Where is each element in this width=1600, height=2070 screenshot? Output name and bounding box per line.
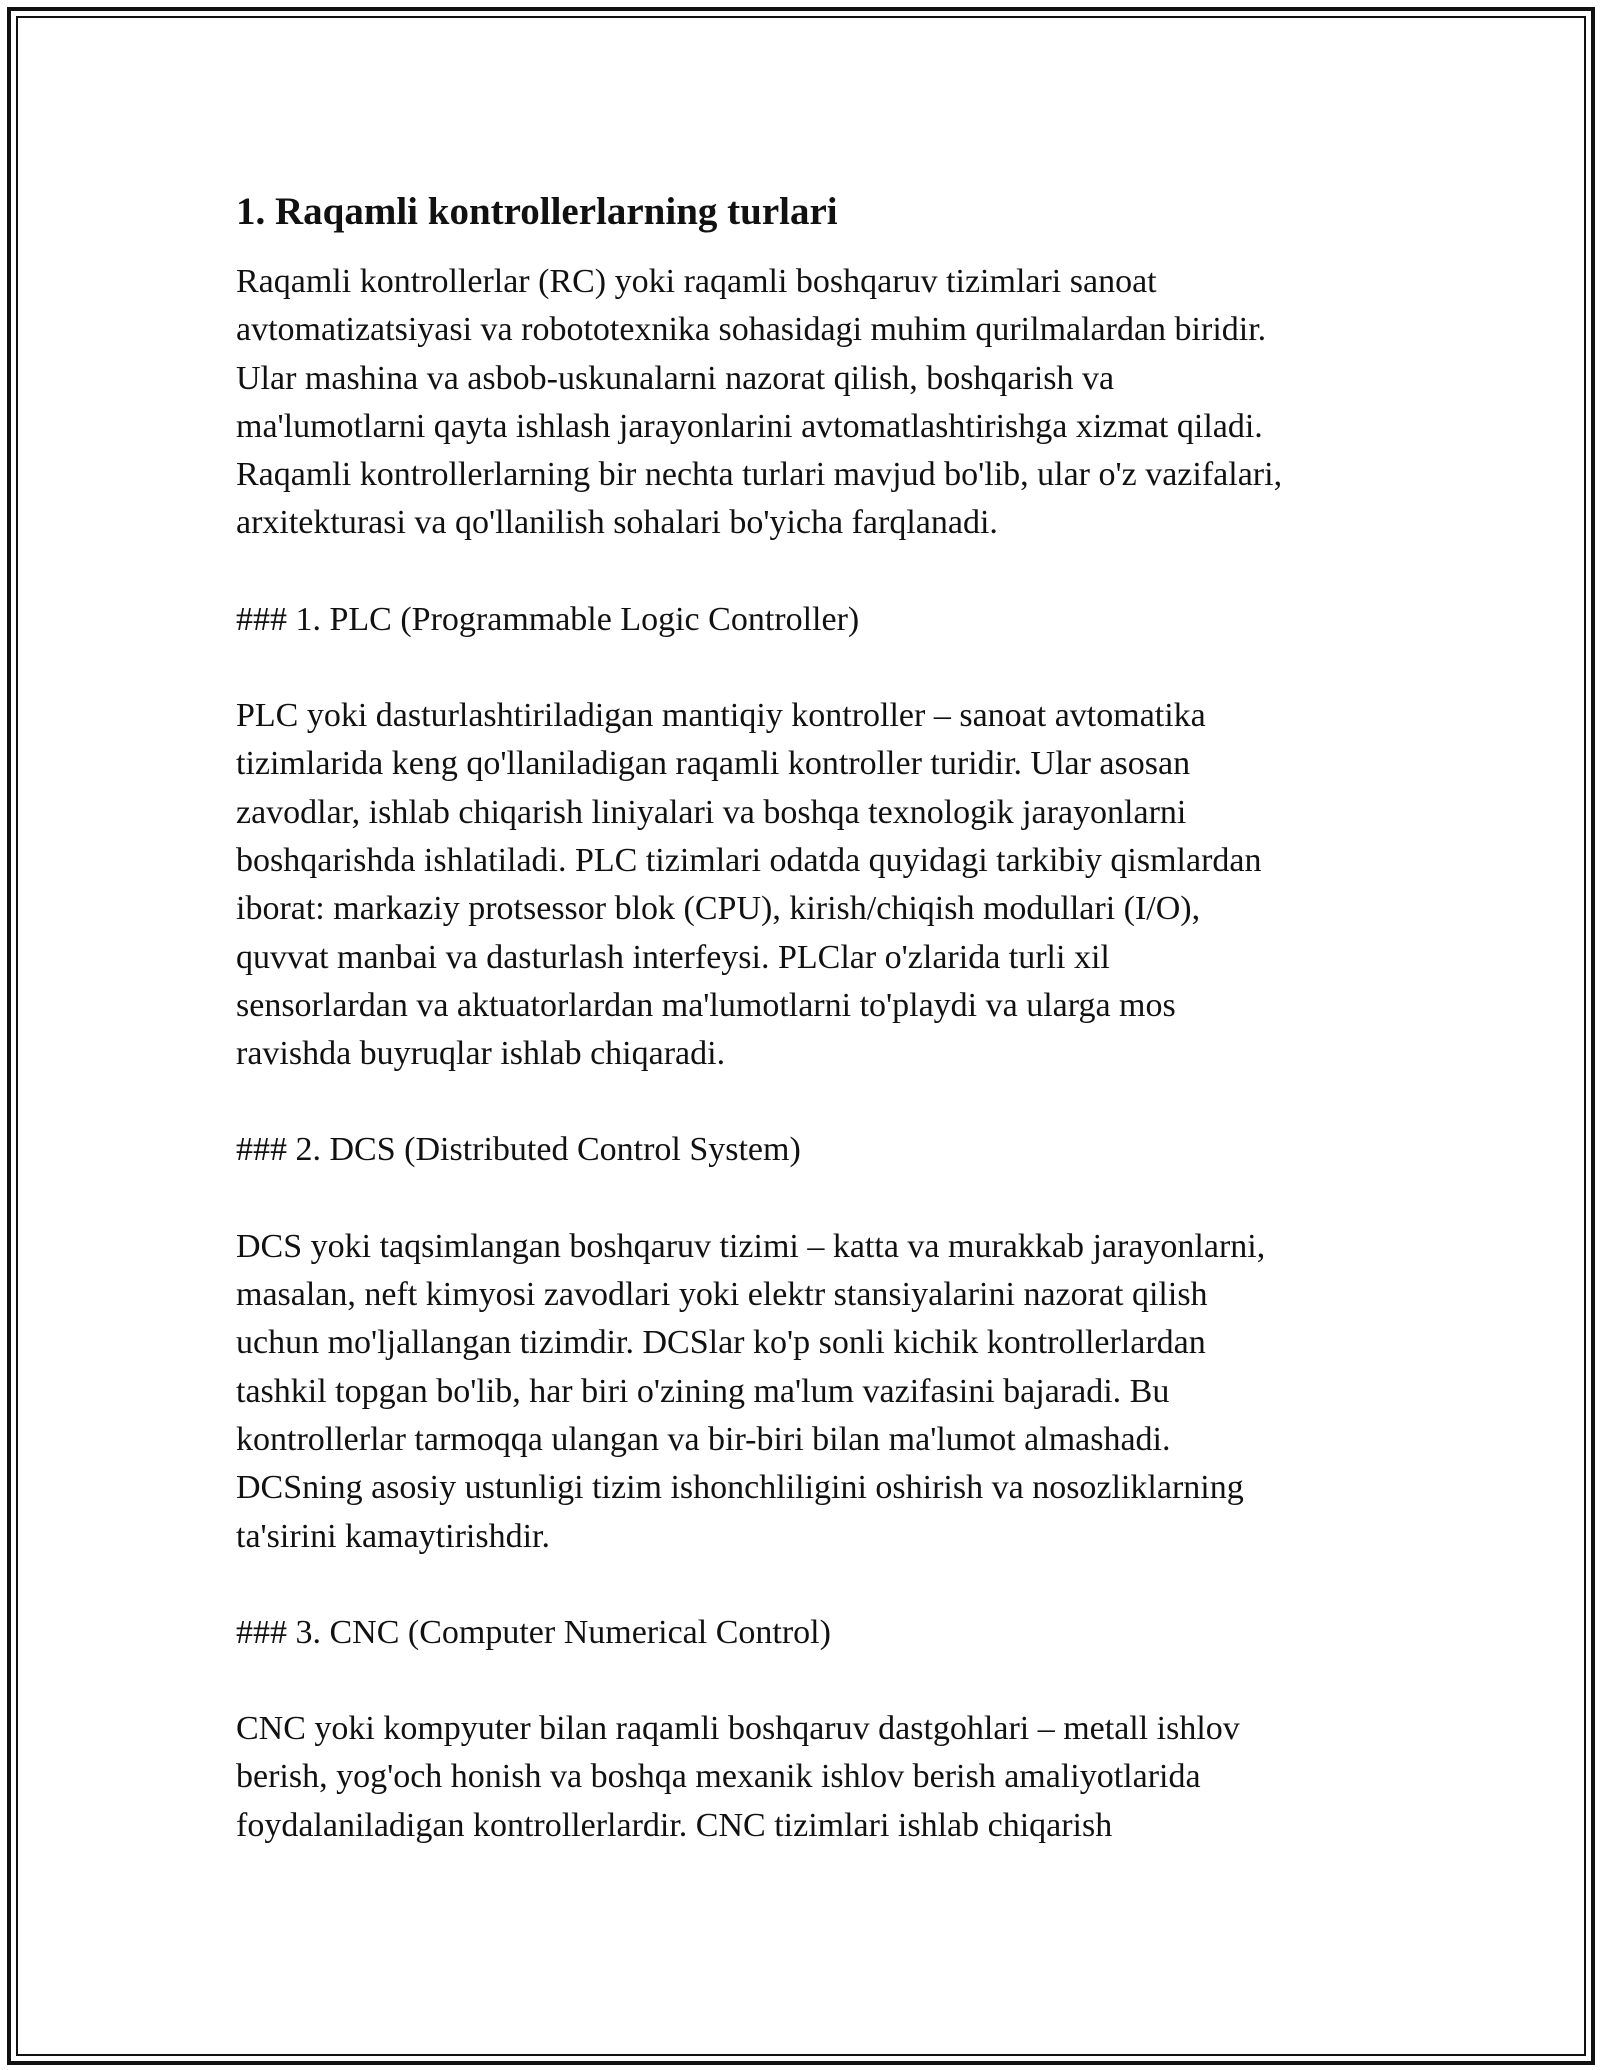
paragraph-line: Ular mashina va asbob-uskunalarni nazorat qilish, boshqarish va — [236, 359, 1115, 397]
paragraph-line: ma'lumotlarni qayta ishlash jarayonlarini avtomatlashtirishga xizmat qiladi. — [236, 407, 1263, 445]
paragraph-line: ravishda buyruqlar ishlab chiqaradi. — [236, 1035, 726, 1073]
paragraph-line: CNC yoki kompyuter bilan raqamli boshqaruv dastgohlari – metall ishlov — [236, 1710, 1240, 1748]
section-heading-plc: ### 1. PLC (Programmable Logic Controller) — [236, 600, 860, 638]
section-paragraph-cnc — [236, 1705, 1376, 1850]
paragraph-line: DCSning asosiy ustunligi tizim ishonchliligini oshirish va nosozliklarning — [236, 1469, 1244, 1507]
paragraph-line: zavodlar, ishlab chiqarish liniyalari va boshqa texnologik jarayonlarni — [236, 793, 1187, 831]
paragraph-line: PLC yoki dasturlashtiriladigan mantiqiy kontroller – sanoat avtomatika — [236, 697, 1206, 735]
paragraph-line: arxitekturasi va qo'llanilish sohalari bo'yicha farqlanadi. — [236, 504, 998, 542]
paragraph-line: DCS yoki taqsimlangan boshqaruv tizimi – katta va murakkab jarayonlarni, — [236, 1227, 1266, 1265]
paragraph-line: tashkil topgan bo'lib, har biri o'zining ma'lum vazifasini bajaradi. Bu — [236, 1372, 1170, 1410]
section-paragraph-dcs — [236, 1223, 1376, 1561]
paragraph-line: uchun mo'ljallangan tizimdir. DCSlar ko'p sonli kichik kontrollerlardan — [236, 1324, 1206, 1362]
paragraph-line: sensorlardan va aktuatorlardan ma'lumotlarni to'playdi va ularga mos — [236, 986, 1176, 1024]
paragraph-line: boshqarishda ishlatiladi. PLC tizimlari odatda quyidagi tarkibiy qismlardan — [236, 841, 1262, 879]
paragraph-line: berish, yog'och honish va boshqa mexanik ishlov berish amaliyotlarida — [236, 1758, 1201, 1796]
section-heading-dcs: ### 2. DCS (Distributed Control System) — [236, 1131, 801, 1169]
paragraph-line: tizimlarida keng qo'llaniladigan raqamli kontroller turidir. Ular asosan — [236, 745, 1191, 783]
intro-paragraph — [236, 258, 1376, 548]
paragraph-line: kontrollerlar tarmoqqa ulangan va bir-biri bilan ma'lumot almashadi. — [236, 1420, 1171, 1458]
paragraph-line: iborat: markaziy protsessor blok (CPU), kirish/chiqish modullari (I/O), — [236, 890, 1201, 928]
section-heading-cnc: ### 3. CNC (Computer Numerical Control) — [236, 1613, 831, 1651]
paragraph-line: Raqamli kontrollerlarning bir nechta turlari mavjud bo'lib, ular o'z vazifalari, — [236, 456, 1283, 494]
paragraph-line: foydalaniladigan kontrollerlardir. CNC tizimlari ishlab chiqarish — [236, 1806, 1113, 1844]
paragraph-line: masalan, neft kimyosi zavodlari yoki elektr stansiyalarini nazorat qilish — [236, 1276, 1208, 1314]
document-title: 1. Raqamli kontrollerlarning turlari — [236, 190, 838, 233]
paragraph-line: avtomatizatsiyasi va robototexnika sohasidagi muhim qurilmalardan biridir. — [236, 311, 1267, 349]
paragraph-line: quvvat manbai va dasturlash interfeysi. PLClar o'zlarida turli xil — [236, 938, 1110, 976]
paragraph-line: ta'sirini kamaytirishdir. — [236, 1517, 550, 1555]
document-body — [236, 186, 1376, 1898]
section-paragraph-plc — [236, 692, 1376, 1078]
paragraph-line: Raqamli kontrollerlar (RC) yoki raqamli boshqaruv tizimlari sanoat — [236, 263, 1157, 300]
